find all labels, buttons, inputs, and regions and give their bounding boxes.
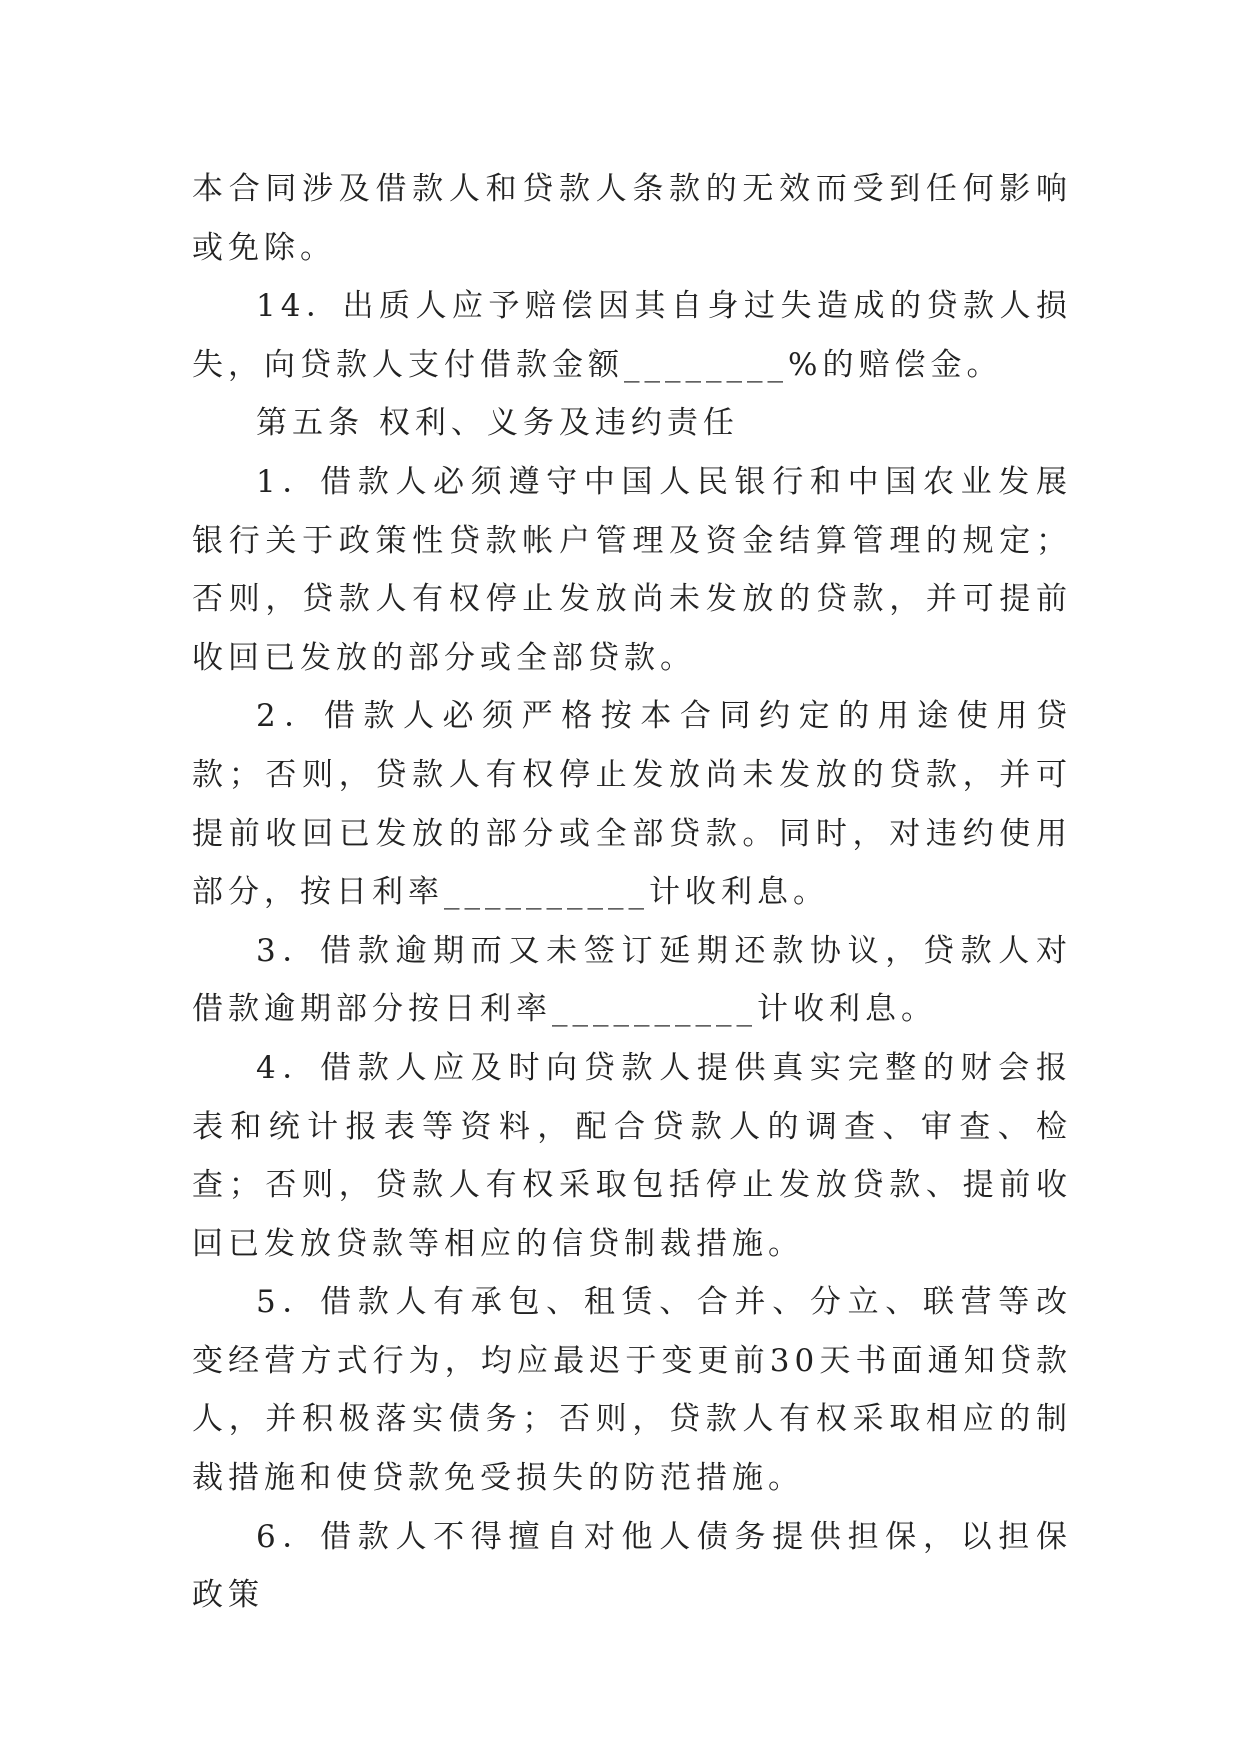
paragraph-item-2: 2．借款人必须严格按本合同约定的用途使用贷款；否则，贷款人有权停止发放尚未发放的贷款，并可提前收回已发放的部分或全部贷款。同时，对违约使用部分，按日利率__________计收利息。 (192, 698, 1072, 911)
paragraph-item-4: 4．借款人应及时向贷款人提供真实完整的财会报表和统计报表等资料，配合贷款人的调查、审查、检查；否则，贷款人有权采取包括停止发放贷款、提前收回已发放贷款等相应的信贷制裁措施。 (192, 1049, 1072, 1262)
paragraph-item-1: 1．借款人必须遵守中国人民银行和中国农业发展银行关于政策性贷款帐户管理及资金结算管理的规定；否则，贷款人有权停止发放尚未发放的贷款，并可提前收回已发放的部分或全部贷款。 (192, 463, 1072, 676)
document-body (192, 160, 1072, 1625)
paragraph-item-6: 6．借款人不得擅自对他人债务提供担保，以担保政策 (192, 1518, 1072, 1614)
paragraph-clause-14: 14．出质人应予赔偿因其自身过失造成的贷款人损失，向贷款人支付借款金额________%的赔偿金。 (192, 288, 1072, 383)
section-heading-article-5: 第五条 权利、义务及违约责任 (256, 405, 739, 442)
paragraph-item-5: 5．借款人有承包、租赁、合并、分立、联营等改变经营方式行为，均应最迟于变更前30天书面通知贷款人，并积极落实债务；否则，贷款人有权采取相应的制裁措施和使贷款免受损失的防范措施。 (192, 1284, 1072, 1497)
paragraph-item-3: 3．借款逾期而又未签订延期还款协议，贷款人对借款逾期部分按日利率__________计收利息。 (192, 932, 1072, 1028)
paragraph-continuation: 本合同涉及借款人和贷款人条款的无效而受到任何影响或免除。 (192, 171, 1072, 266)
